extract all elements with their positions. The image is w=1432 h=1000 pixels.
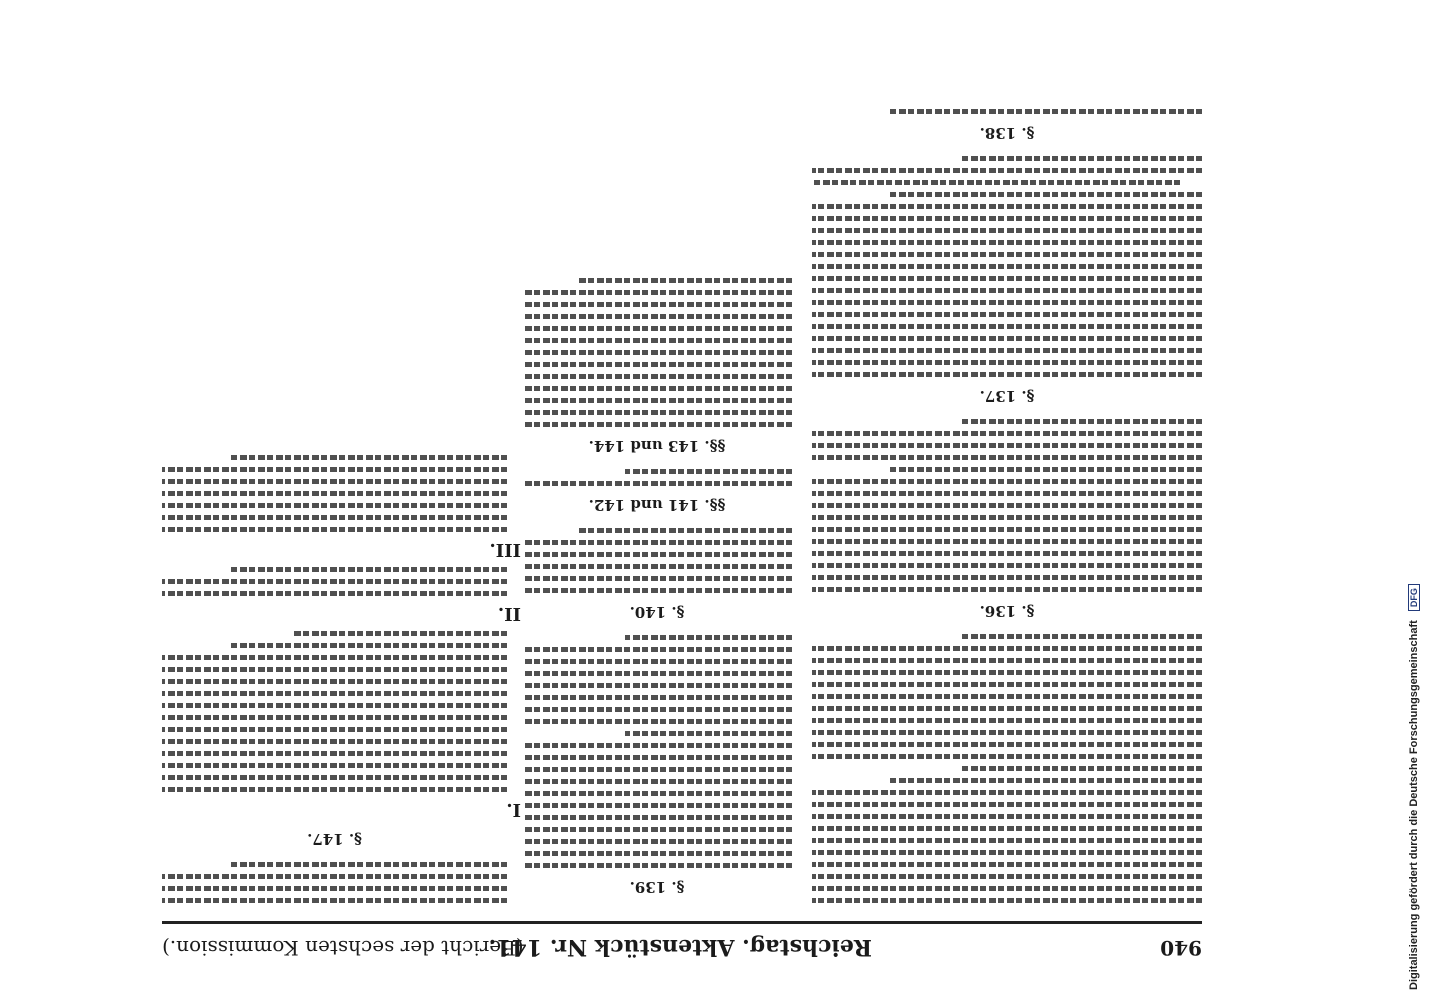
digitization-note: Digitalisierung gefördert durch die Deutsche Forschungsgemeinschaft xyxy=(1408,620,1420,990)
section-heading: §§. 143 und 144. xyxy=(588,437,726,455)
paragraph xyxy=(812,634,1202,903)
document-title: Reichstag. Aktenstück Nr. 141. xyxy=(488,934,872,960)
paragraph xyxy=(522,469,792,486)
paragraph xyxy=(522,635,792,868)
paragraph xyxy=(162,631,507,792)
text-column-3 xyxy=(162,30,521,910)
running-header xyxy=(162,921,1202,964)
section-heading: §. 136. xyxy=(979,602,1035,620)
text-column-2 xyxy=(522,30,792,910)
section-heading: §§. 141 und 142. xyxy=(588,496,726,514)
paragraph xyxy=(522,278,792,427)
section-heading: §. 140. xyxy=(629,603,685,621)
page-number: 940 xyxy=(1160,936,1202,960)
digitization-footer xyxy=(1408,584,1420,990)
paragraph xyxy=(162,567,507,596)
section-heading: §. 137. xyxy=(979,387,1035,405)
roman-numeral: II. xyxy=(497,603,521,624)
section-heading: §. 139. xyxy=(629,878,685,896)
roman-numeral: III. xyxy=(489,539,521,560)
paragraph xyxy=(162,862,507,903)
paragraph xyxy=(812,156,1202,377)
section-heading: §. 138. xyxy=(979,124,1035,142)
document-subtitle: (Bericht der sechsten Kommission.) xyxy=(162,936,524,960)
paragraph xyxy=(812,109,1202,114)
section-heading: §. 147. xyxy=(307,830,362,848)
text-column-1 xyxy=(812,30,1202,910)
roman-numeral: I. xyxy=(506,799,521,820)
paragraph xyxy=(812,419,1202,592)
dfg-logo: DFG xyxy=(1408,584,1420,611)
paragraph xyxy=(522,528,792,593)
paragraph xyxy=(162,455,507,532)
